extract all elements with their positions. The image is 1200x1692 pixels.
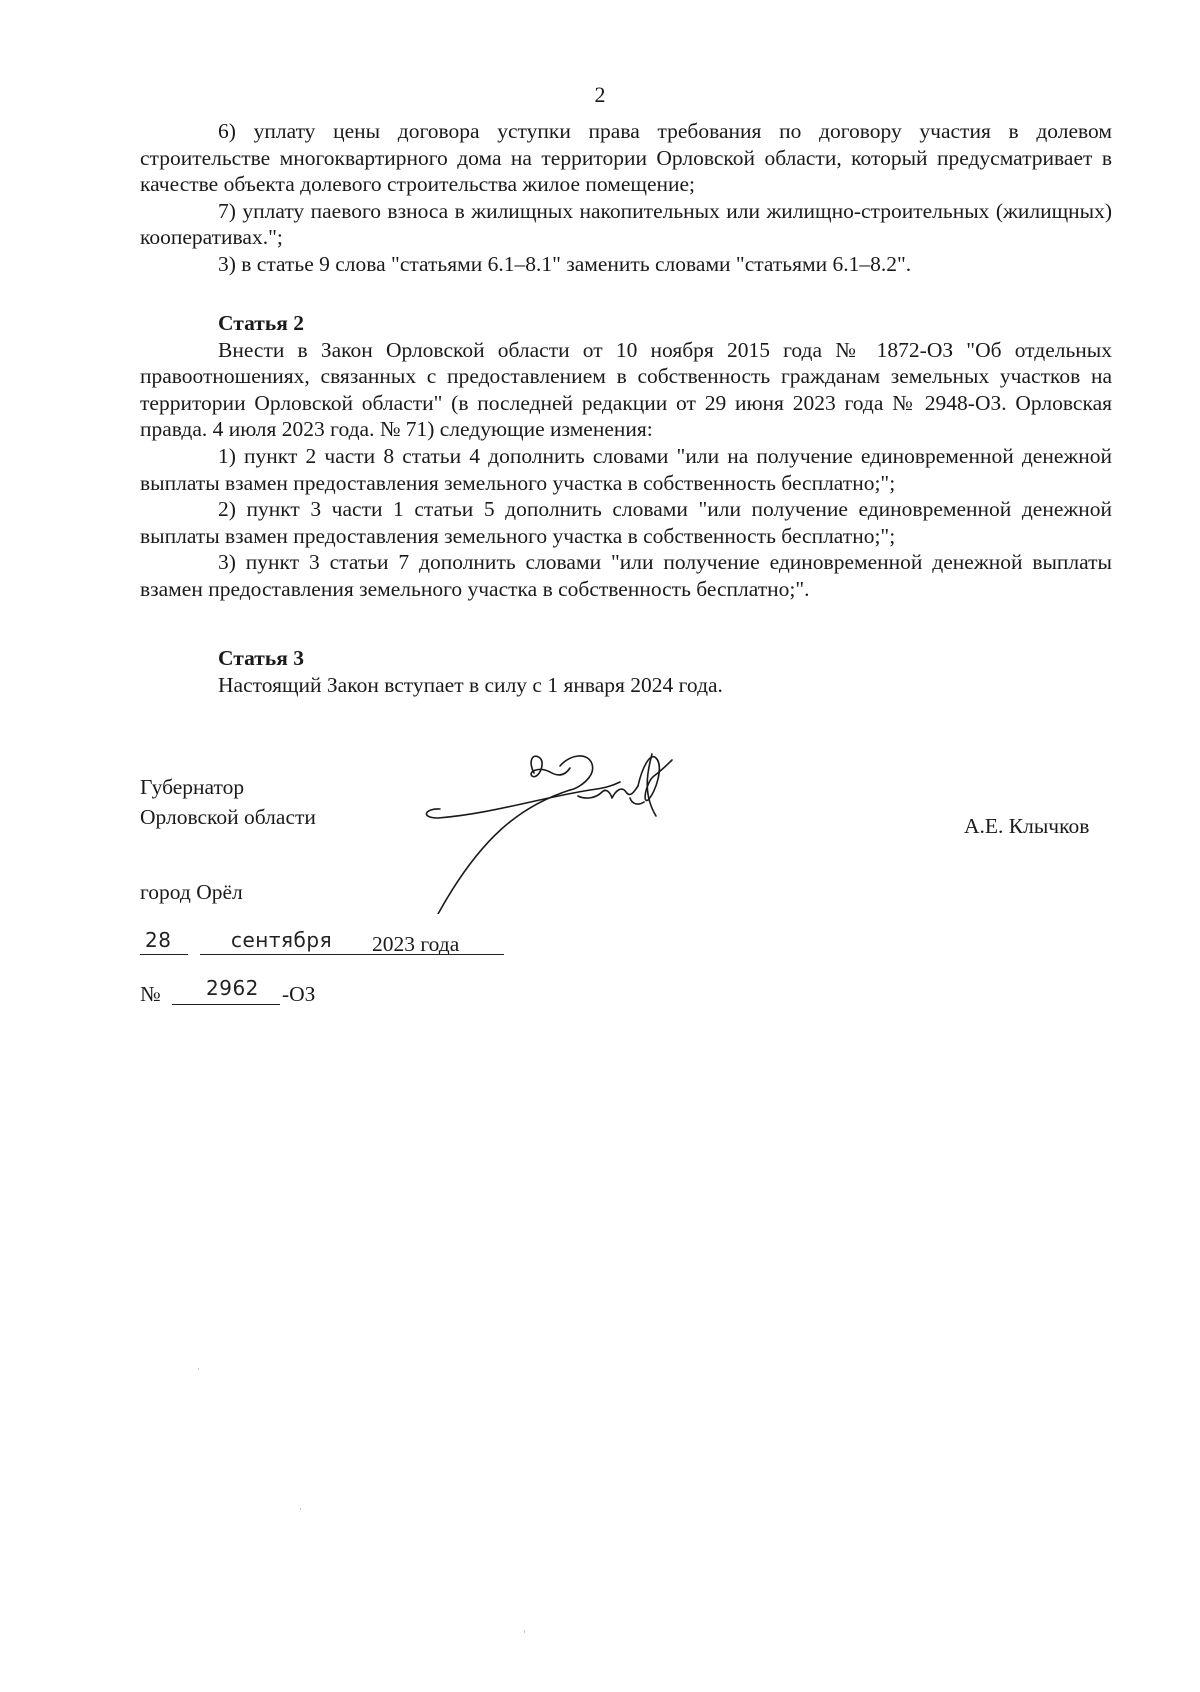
date-month: сентября [231,928,333,952]
paragraph: 3) в статье 9 слова "статьями 6.1–8.1" заменить словами "статьями 6.1–8.2". [218,251,912,276]
law-number-suffix: -ОЗ [282,982,316,1006]
signing-date [140,926,540,960]
paragraph: 7) уплату паевого взноса в жилищных накопительных или жилищно-строительных (жилищных) кооперативах."; [140,198,1112,250]
article-heading: Статья 3 [218,646,304,670]
scan-artifact [300,1508,301,1510]
paragraph: Настоящий Закон вступает в силу с 1 января 2024 года. [218,672,723,697]
list-item: 2) пункт 3 части 1 статьи 5 дополнить словами "или получение единовременной денежной выплаты взамен предоставления земельного участка в собственность бесплатно;"; [140,497,1112,548]
list-item: 3) пункт 3 статьи 7 дополнить словами "или получение единовременной денежной выплаты взамен предоставления земельного участка в собственность бесплатно;". [140,550,1112,601]
law-number-value: 2962 [206,976,259,1000]
article-heading: Статья 2 [218,311,304,335]
scan-artifact [524,1630,525,1633]
paragraph: 6) уплату цены договора уступки права требования по договору участия в долевом строительстве многоквартирного дома на территории Орловской области, который предусматривает в качестве объекта долевого строительства жилое помещение; [140,119,1112,197]
paragraph: Внести в Закон Орловской области от 10 ноября 2015 года № 1872-ОЗ "Об отдельных правоотношениях, связанных с предоставлением в собственность гражданам земельных участков на территории Орловской области" (в последней редакции от 29 июня 2023 года № 2948-ОЗ. Орловская правда. 4 июля 2023 года. № 71) следующие изменения: [140,337,1112,442]
date-year: 2023 года [372,932,460,956]
signatory-title-line: Губернатор [140,775,245,799]
signing-city: город Орёл [140,880,243,904]
list-item: 1) пункт 2 части 8 статьи 4 дополнить словами "или на получение единовременной денежной выплаты взамен предоставления земельного участка в собственность бесплатно;"; [140,443,1112,495]
article-3 [140,645,1112,698]
signatory-title-line: Орловской области [140,805,316,829]
handwritten-signature [420,746,680,914]
article-1-continuation [140,118,1112,278]
page-number: 2 [594,82,606,107]
scan-artifact [198,1368,199,1370]
date-day: 28 [145,928,172,952]
number-sign: № [140,982,161,1006]
signatory-title [140,772,316,832]
signatory-name: А.Е. Клычков [964,814,1090,838]
law-number [140,976,540,1010]
article-2 [140,310,1112,603]
